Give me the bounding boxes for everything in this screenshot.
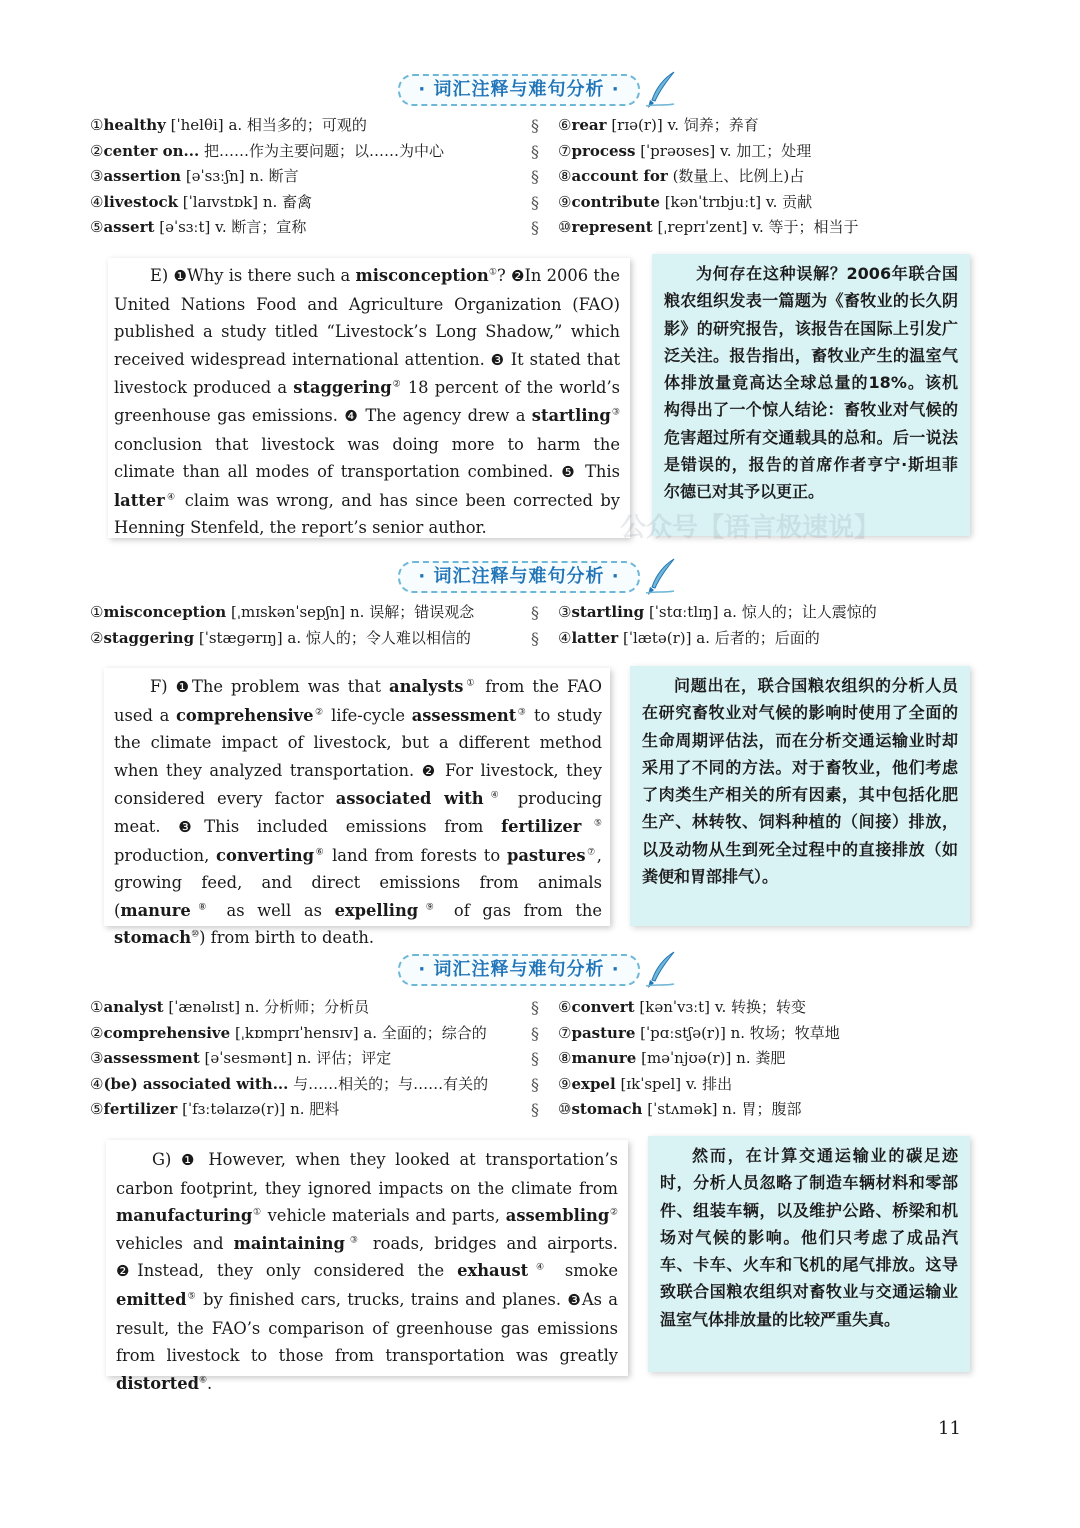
vocab-item: ①analyst [ˈænəlɪst] n. 分析师；分析员 <box>90 998 370 1016</box>
vocab-item: ⑥rear [rɪə(r)] v. 饲养；养育 <box>558 116 759 134</box>
paragraph-e-text: E) ❶Why is there such a misconception①? ❷In 2006 the United Nations Food and Agriculture Organization (FAO) published a study titled “Livestock’s Long Shadow,” which received widespread international attention. ❸ It stated that livestock produced a staggering② 18 percent of the world’s greenhouse gas emissions. ❹ The agency drew a startling③ conclusion that livestock was doing more to harm the climate than all modes of transportation combined. ❺ This latter④ claim was wrong, and has since been corrected by Henning Stenfeld, the report’s senior author. <box>114 266 620 538</box>
vocab-item: ①misconception [ˌmɪskənˈsepʃn] n. 误解；错误观念 <box>90 603 475 621</box>
translation-e <box>652 254 970 536</box>
vocab-item: ⑧manure [məˈnjʊə(r)] n. 粪肥 <box>558 1049 786 1067</box>
section-header <box>0 70 1080 110</box>
vocab-item: ⑩stomach [ˈstʌmək] n. 胃；腹部 <box>558 1100 802 1118</box>
vocab-column-left <box>90 113 520 241</box>
vocab-item: ②comprehensive [ˌkɒmprɪˈhensɪv] a. 全面的；综合的 <box>90 1023 487 1042</box>
section-header-label: · 词汇注释与难句分析 · <box>398 561 640 593</box>
vocab-column-right <box>558 600 988 651</box>
vocab-list-1 <box>90 113 990 241</box>
section-header-label: · 词汇注释与难句分析 · <box>398 954 640 986</box>
paragraph-e <box>108 258 630 538</box>
vocab-item: ⑨expel [ɪkˈspel] v. 排出 <box>558 1074 733 1093</box>
translation-g-text: 然而，在计算交通运输业的碳足迹时，分析人员忽略了制造车辆材料和零部件、组装车辆，以及维护公路、桥梁和机场对气候的影响。他们只考虑了成品汽车、卡车、火车和飞机的尾气排放。这导致联合国粮农组织对畜牧业与交通运输业温室气体排放量的比较严重失真。 <box>660 1146 958 1329</box>
translation-f-text: 问题出在，联合国粮农组织的分析人员在研究畜牧业对气候的影响时使用了全面的生命周期评估法，而在分析交通运输业时却采用了不同的方法。对于畜牧业，他们考虑了肉类生产相关的所有因素，其中包括化肥生产、林转牧、饲料种植的（间接）排放，以及动物从生到死全过程中的直接排放（如粪便和胃部排气）。 <box>642 676 958 887</box>
paragraph-f-text: F) ❶The problem was that analysts① from the FAO used a comprehensive② life-cycle assessment③ to study the climate impact of livestock, but a different method when they analyzed transportation. ❷ For livestock, they considered every factor associated with④ producing meat. ❸This included emissions from fertilizer⑤ production, converting⑥ land from forests to pastures⑦, growing feed, and direct emissions from animals (manure⑧ as well as expelling⑨ of gas from the stomach⑩) from birth to death. <box>114 677 603 948</box>
page-number: 11 <box>938 1418 961 1439</box>
vocab-item: ①healthy [ˈhelθi] a. 相当多的；可观的 <box>90 116 367 134</box>
vocab-item: ⑦process [ˈprəʊses] v. 加工；处理 <box>558 141 812 160</box>
quill-pen-icon <box>644 950 678 990</box>
paragraph-g-text: G) ❶ However, when they looked at transportation’s carbon footprint, they ignored impacts on the climate from manufacturing① vehicle materials and parts, assembling② vehicles and maintaining③ roads, bridges and airports. ❷Instead, they only considered the exhaust④ smoke emitted⑤ by finished cars, trucks, trains and planes. ❸As a result, the FAO’s comparison of greenhouse gas emissions from livestock to those from transportation was greatly distorted⑥. <box>116 1150 619 1393</box>
vocab-column-left <box>90 995 520 1123</box>
quill-pen-icon <box>644 557 678 597</box>
vocab-list-2 <box>90 600 990 652</box>
vocab-item: ⑤assert [əˈsɜːt] v. 断言；宣称 <box>90 218 307 236</box>
paragraph-g <box>106 1140 628 1393</box>
vocab-item: ②staggering [ˈstæɡərɪŋ] a. 惊人的；令人难以相信的 <box>90 628 471 647</box>
translation-f <box>630 666 970 926</box>
vocab-item: ③assertion [əˈsɜːʃn] n. 断言 <box>90 167 299 185</box>
section-header <box>0 557 1080 597</box>
vocab-item: ⑦pasture [ˈpɑːstʃə(r)] n. 牧场；牧草地 <box>558 1023 840 1042</box>
watermark: 公众号【语言极速说】 <box>620 513 881 543</box>
quill-pen-icon <box>644 70 678 110</box>
vocab-item: ③startling [ˈstɑːtlɪŋ] a. 惊人的；让人震惊的 <box>558 603 877 621</box>
section-header-label: · 词汇注释与难句分析 · <box>398 74 640 106</box>
paragraph-f <box>104 668 610 948</box>
vocab-item: ⑨contribute [kənˈtrɪbjuːt] v. 贡献 <box>558 192 813 211</box>
vocab-item: ④livestock [ˈlaɪvstɒk] n. 畜禽 <box>90 192 313 211</box>
translation-e-text: 为何存在这种误解？2006年联合国粮农组织发表一篇题为《畜牧业的长久阴影》的研究报告，该报告在国际上引发广泛关注。报告指出，畜牧业产生的温室气体排放量竟高达全球总量的18%。该机构得出了一个惊人结论：畜牧业对气候的危害超过所有交通载具的总和。后一说法是错误的，报告的首席作者亨宁·斯坦菲尔德已对其予以更正。 <box>664 264 958 502</box>
vocab-list-3 <box>90 995 990 1127</box>
vocab-item: ②center on... 把……作为主要问题；以……为中心 <box>90 141 445 160</box>
vocab-item: ⑤fertilizer [ˈfɜːtəlaɪzə(r)] n. 肥料 <box>90 1100 340 1118</box>
wavy-divider: § § § § § <box>531 116 539 237</box>
translation-g <box>648 1136 970 1372</box>
vocab-item: ④latter [ˈlætə(r)] a. 后者的；后面的 <box>558 628 820 647</box>
vocab-column-right <box>558 995 988 1123</box>
vocab-item: ④(be) associated with... 与……相关的；与……有关的 <box>90 1074 489 1093</box>
vocab-column-right <box>558 113 988 241</box>
vocab-item: ⑩represent [ˌreprɪˈzent] v. 等于；相当于 <box>558 218 859 236</box>
vocab-item: ⑥convert [kənˈvɜːt] v. 转换；转变 <box>558 998 807 1016</box>
wavy-divider: § § <box>531 603 539 648</box>
vocab-item: ③assessment [əˈsesmənt] n. 评估；评定 <box>90 1049 392 1067</box>
wavy-divider: § § § § § <box>531 998 539 1119</box>
vocab-column-left <box>90 600 520 651</box>
section-header <box>0 950 1080 990</box>
vocab-item: ⑧account for (数量上、比例上)占 <box>558 167 805 185</box>
